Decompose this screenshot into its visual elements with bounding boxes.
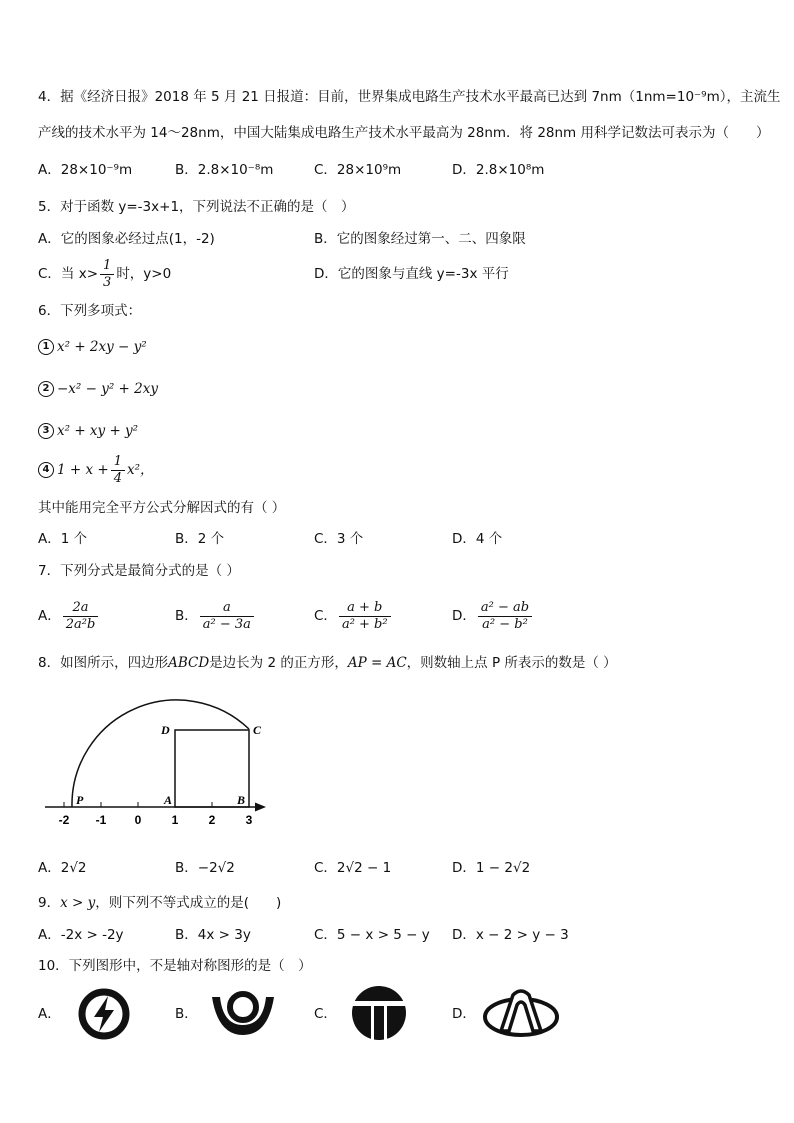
q7-option-d-den: a² − b² [482, 616, 528, 632]
q7-option-d-fraction [478, 600, 532, 633]
q9-stem-expr: x > y [60, 895, 96, 911]
label-a: A [164, 793, 173, 807]
q6-item-2-expr: −x² − y² + 2xy [57, 381, 158, 397]
q5-option-a: A．它的图象必经过点(1，-2) [38, 231, 215, 247]
label-d: D [161, 723, 170, 737]
q6-item-2 [38, 379, 158, 399]
q6-item-4-den: 4 [113, 470, 122, 486]
q6-item-4-pre: 1 + x + [57, 462, 109, 478]
arch-oval-icon [481, 985, 561, 1041]
q7-option-b-num: a [200, 600, 254, 617]
q8-stem [38, 653, 617, 673]
q7-option-a-fraction [63, 600, 99, 633]
q7-option-a-den: 2a²b [65, 616, 96, 632]
q8-option-a: A．2√2 [38, 860, 87, 876]
q6-item-4-num: 1 [111, 454, 125, 471]
q6-stem: 6．下列多项式： [38, 303, 142, 319]
lightning-circle-icon [72, 987, 136, 1041]
q7-option-d-label: D． [452, 608, 476, 624]
q7-option-d [452, 598, 534, 634]
q4-option-b: B．2.8×10⁻⁸m [175, 162, 274, 178]
q10-option-c-label: C． [314, 1006, 337, 1022]
q5-option-c-fraction [100, 258, 114, 291]
q9-option-d: D．x − 2 > y − 3 [452, 927, 569, 943]
q4-option-c: C．28×10⁹m [314, 162, 402, 178]
q7-option-c-num: a + b [339, 600, 391, 617]
label-c: C [253, 723, 262, 737]
tick-label: 2 [208, 813, 216, 827]
q6-item-4 [38, 452, 154, 488]
q8-stem-pre: 8．如图所示，四边形 [38, 655, 169, 671]
q5-option-c-pre: C．当 x> [38, 266, 99, 282]
q6-option-a: A．1 个 [38, 531, 88, 547]
q9-number: 9． [38, 895, 61, 911]
q7-stem: 7．下列分式是最简分式的是（ ） [38, 563, 240, 579]
tick-label: 0 [134, 813, 142, 827]
q8-figure [40, 690, 280, 830]
q8-option-d: D．1 − 2√2 [452, 860, 531, 876]
q9-option-b: B．4x > 3y [175, 927, 251, 943]
q6-option-d: D．4 个 [452, 531, 503, 547]
q7-option-a [38, 598, 100, 634]
q5-option-c [38, 256, 171, 292]
q6-item-3-expr: x² + xy + y² [57, 423, 139, 439]
q7-option-b-label: B． [175, 608, 198, 624]
q5-stem: 5．对于函数 y=-3x+1，下列说法不正确的是（ ） [38, 199, 355, 215]
q6-question: 其中能用完全平方公式分解因式的有（ ） [38, 500, 286, 516]
q6-item-4-fraction [111, 454, 125, 487]
q9-stem-post: ，则下列不等式成立的是( ) [95, 895, 282, 911]
q6-item-2-mark: 2 [38, 381, 54, 397]
q9-stem [38, 893, 281, 913]
q4-stem-line1: 4．据《经济日报》2018 年 5 月 21 日报道：目前，世界集成电路生产技术水平最高已达到 7nm（1nm=10⁻⁹m），主流生 [38, 89, 781, 105]
q6-item-1-expr: x² + 2xy − y² [57, 339, 147, 355]
label-b: B [237, 793, 246, 807]
q10-option-d-label: D． [452, 1006, 476, 1022]
tick-label: 3 [245, 813, 253, 827]
q6-item-1 [38, 337, 147, 357]
q8-stem-post: ，则数轴上点 P 所表示的数是（ ） [406, 655, 617, 671]
q10-option-b-label: B． [175, 1006, 198, 1022]
q6-item-3-mark: 3 [38, 423, 54, 439]
q5-option-b: B．它的图象经过第一、二、四象限 [314, 231, 526, 247]
q7-option-c [314, 598, 393, 634]
q10-stem: 10．下列图形中，不是轴对称图形的是（ ） [38, 958, 312, 974]
q6-item-4-mark: 4 [38, 462, 54, 478]
label-p: P [76, 793, 84, 807]
q6-item-3 [38, 421, 138, 441]
q7-option-d-num: a² − ab [478, 600, 532, 617]
q6-item-1-mark: 1 [38, 339, 54, 355]
arc-ap [72, 700, 249, 807]
q9-option-a: A．-2x > -2y [38, 927, 124, 943]
q5-option-c-post: 时，y>0 [116, 266, 172, 282]
split-circle-icon [347, 985, 411, 1041]
q10-option-a-label: A． [38, 1006, 61, 1022]
q7-option-b-den: a² − 3a [202, 616, 251, 632]
q4-option-a: A．28×10⁻⁹m [38, 162, 133, 178]
tick-label: 1 [171, 813, 179, 827]
q4-option-d: D．2.8×10⁸m [452, 162, 545, 178]
q6-option-b: B．2 个 [175, 531, 225, 547]
q4-stem-line2: 产线的技术水平为 14～28nm，中国大陆集成电路生产技术水平最高为 28nm．将 28nm 用科学记数法可表示为（ ） [38, 125, 770, 141]
q6-item-4-post: x²， [126, 462, 154, 478]
q8-option-b: B．−2√2 [175, 860, 235, 876]
q7-option-c-den: a² + b² [341, 616, 388, 632]
q7-option-c-fraction [339, 600, 391, 633]
q5-option-c-num: 1 [100, 258, 114, 275]
q7-option-b-fraction [200, 600, 254, 633]
q9-option-c: C．5 − x > 5 − y [314, 927, 430, 943]
number-line-arrow [255, 803, 266, 812]
q5-option-d: D．它的图象与直线 y=-3x 平行 [314, 266, 509, 282]
q8-stem-abcd: ABCD [168, 655, 210, 671]
q7-option-a-label: A． [38, 608, 61, 624]
q8-option-c: C．2√2 − 1 [314, 860, 392, 876]
q6-option-c: C．3 个 [314, 531, 364, 547]
q7-option-b [175, 598, 256, 634]
ring-emblem-icon [208, 987, 278, 1041]
tick-label: -1 [95, 813, 107, 827]
tick-label: -2 [58, 813, 70, 827]
q7-option-c-label: C． [314, 608, 337, 624]
q8-stem-mid: 是边长为 2 的正方形， [209, 655, 348, 671]
q7-option-a-num: 2a [63, 600, 99, 617]
q5-option-c-den: 3 [103, 274, 112, 290]
q8-stem-eq: AP = AC [347, 655, 407, 671]
